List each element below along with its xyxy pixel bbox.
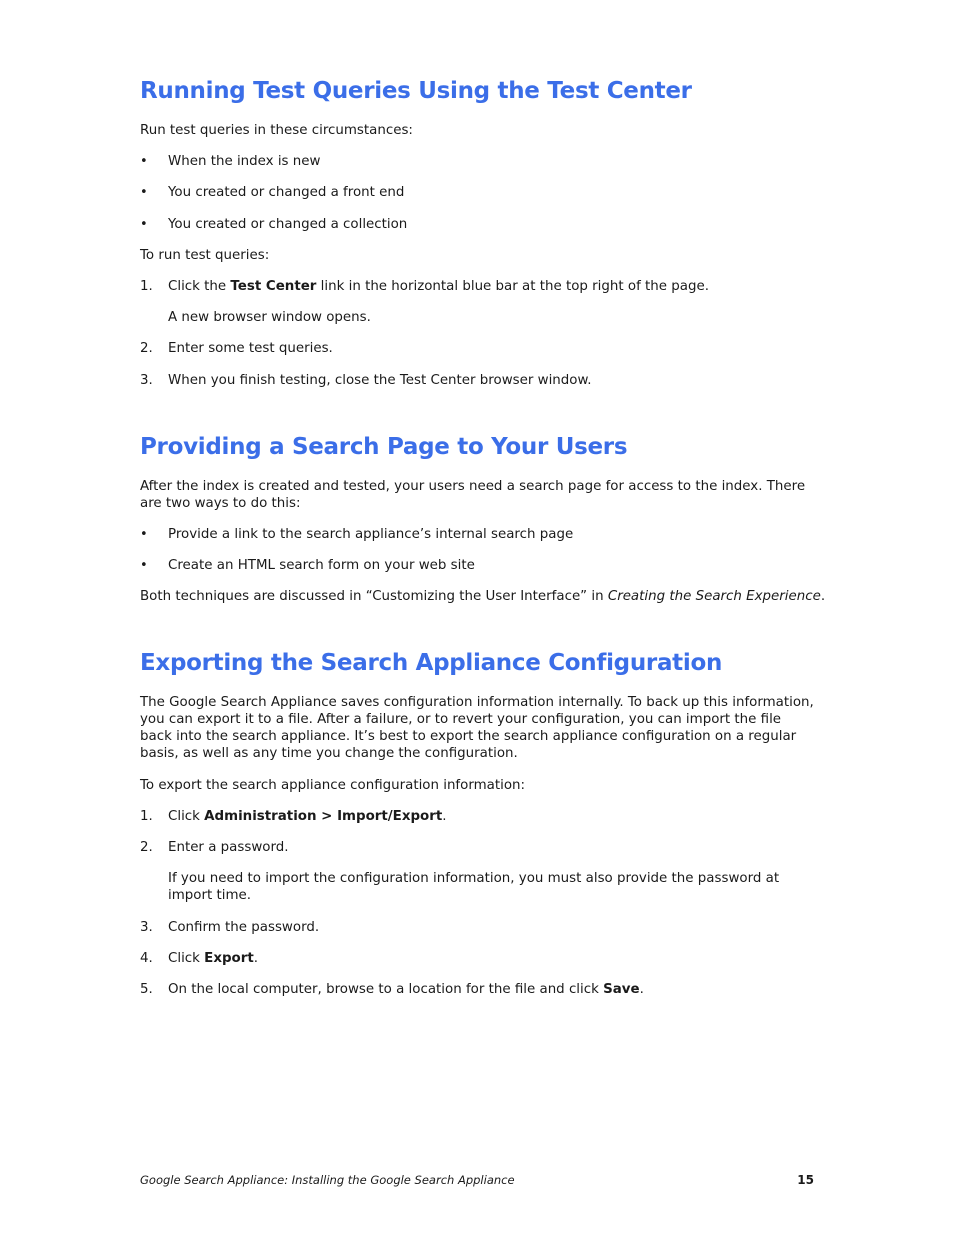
- section-heading-export-config: Exporting the Search Appliance Configuration: [140, 650, 723, 676]
- list-item: [168, 950, 258, 967]
- step-text: Click: [168, 809, 205, 824]
- step-note: If you need to import the configuration information, you must also provide the password at import time.: [168, 871, 780, 903]
- paragraph-steps-intro: To export the search appliance configuration information:: [140, 778, 526, 793]
- paragraph-intro: After the index is created and tested, your users need a search page for access to the index. There are two ways to do this:: [140, 479, 806, 511]
- list-item: Enter a password.: [168, 840, 289, 855]
- step-number: 4.: [140, 951, 153, 966]
- list-item: [168, 278, 709, 295]
- bullet-marker: •: [140, 217, 148, 232]
- paragraph-intro: The Google Search Appliance saves configuration information internally. To back up this information, you can export it to a file. After a failure, or to revert your configuration, you can import the file back into the search appliance. It’s best to export the search appliance configuration on a regular basis, as well as any time you change the configuration.: [140, 695, 814, 761]
- section-heading-test-center: Running Test Queries Using the Test Center: [140, 78, 692, 104]
- book-title: Creating the Search Experience: [607, 589, 821, 604]
- step-text: On the local computer, browse to a location for the file and click: [168, 982, 604, 997]
- bullet-marker: •: [140, 154, 148, 169]
- page-number: 15: [797, 1173, 814, 1187]
- list-item: Enter some test queries.: [168, 341, 333, 356]
- document-page: [140, 0, 826, 1235]
- list-item: Create an HTML search form on your web site: [168, 558, 475, 573]
- step-number: 1.: [140, 279, 153, 294]
- footer-doc-title: Google Search Appliance: Installing the Google Search Appliance: [140, 1173, 515, 1187]
- paragraph-closing: [140, 588, 825, 605]
- step-text: Click: [168, 951, 205, 966]
- step-number: 3.: [140, 373, 153, 388]
- list-item: You created or changed a collection: [168, 217, 408, 232]
- step-text: .: [639, 982, 644, 997]
- step-number: 3.: [140, 920, 153, 935]
- step-text: link in the horizontal blue bar at the top right of the page.: [316, 279, 709, 294]
- step-text: .: [442, 809, 447, 824]
- step-number: 1.: [140, 809, 153, 824]
- step-number: 5.: [140, 982, 153, 997]
- ui-term-save: Save: [603, 982, 640, 997]
- bullet-marker: •: [140, 185, 148, 200]
- step-note: A new browser window opens.: [168, 310, 371, 325]
- paragraph-intro: Run test queries in these circumstances:: [140, 123, 413, 138]
- step-number: 2.: [140, 840, 153, 855]
- bullet-marker: •: [140, 527, 148, 542]
- list-item: When you finish testing, close the Test Center browser window.: [168, 373, 592, 388]
- step-text: .: [253, 951, 259, 966]
- bullet-marker: •: [140, 558, 148, 573]
- ui-term-test-center: Test Center: [230, 279, 317, 294]
- ui-path-import-export: Administration > Import/Export: [204, 809, 443, 824]
- step-text: Click the: [168, 279, 231, 294]
- paragraph-steps-intro: To run test queries:: [140, 248, 270, 263]
- list-item: Provide a link to the search appliance’s internal search page: [168, 527, 574, 542]
- list-item: Confirm the password.: [168, 920, 320, 935]
- list-item: [168, 808, 447, 825]
- closing-text: .: [820, 589, 826, 604]
- list-item: [168, 981, 644, 998]
- step-number: 2.: [140, 341, 153, 356]
- list-item: You created or changed a front end: [168, 185, 405, 200]
- ui-term-export: Export: [204, 951, 254, 966]
- list-item: When the index is new: [168, 154, 321, 169]
- section-heading-search-page: Providing a Search Page to Your Users: [140, 434, 628, 460]
- closing-text: Both techniques are discussed in “Customizing the User Interface” in: [140, 589, 608, 604]
